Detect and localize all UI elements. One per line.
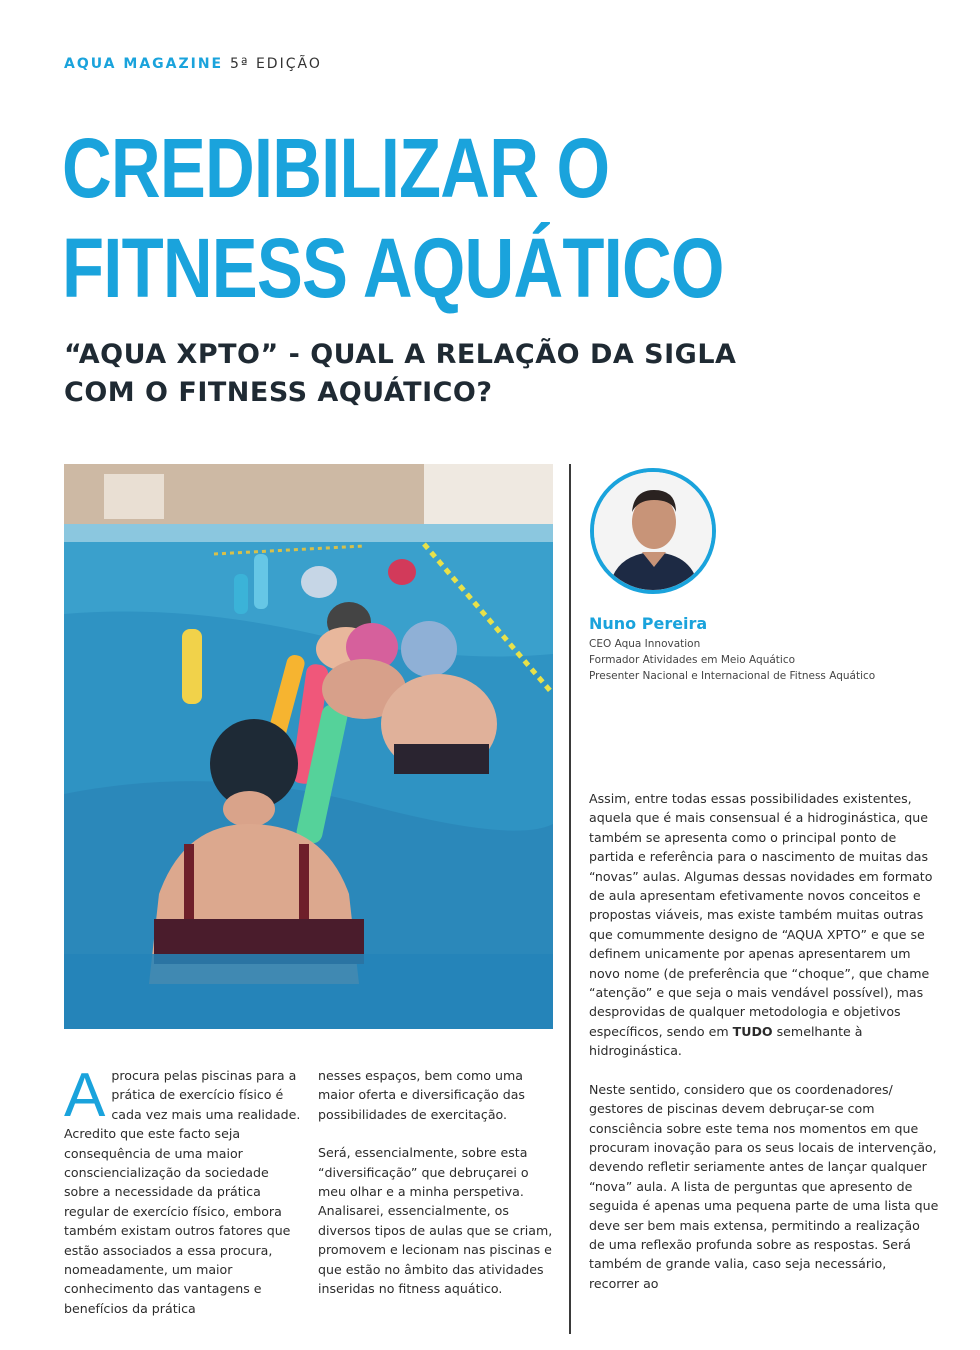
paragraph-text: procura pelas piscinas para a prática de exercício físico é cada vez mais uma realidade. Acredito que este facto seja consequência de uma maior consciencialização da sociedade sobre a necessidade da prática regular de exercício físico, embora também existam outros fatores que estão associados a essa procura, nomeadamente, um maior conhecimento das vantagens e benefícios da prática bbox=[64, 1068, 301, 1316]
author-role: Presenter Nacional e Internacional de Fitness Aquático bbox=[589, 670, 876, 682]
title-line-2: FITNESS AQUÁTICO bbox=[62, 221, 724, 315]
magazine-header bbox=[64, 56, 322, 72]
title-line-1: CREDIBILIZAR O bbox=[62, 121, 610, 215]
article-column-2 bbox=[318, 1066, 554, 1317]
article-column-1 bbox=[64, 1061, 304, 1337]
author-avatar bbox=[590, 468, 716, 594]
article-title bbox=[62, 118, 767, 318]
paragraph: nesses espaços, bem como uma maior oferta e diversificação das possibilidades de exercitação. bbox=[318, 1068, 525, 1122]
edition-label: 5ª EDIÇÃO bbox=[230, 56, 322, 72]
subtitle-line-1: “AQUA XPTO” - QUAL A RELAÇÃO DA SIGLA bbox=[64, 339, 737, 370]
paragraph-text: semelhante à hidroginástica. bbox=[589, 1023, 863, 1059]
column-divider bbox=[569, 464, 571, 1334]
author-roles bbox=[589, 636, 949, 684]
paragraph: Será, essencialmente, sobre esta “diversificação” que debruçarei o meu olhar e a minha perspetiva. Analisarei, essencialmente, os diversos tipos de aulas que se criam, promovem e lecionam nas piscinas e que estão no âmbito das atividades inseridas no fitness aquático. bbox=[318, 1145, 553, 1297]
magazine-name: AQUA MAGAZINE bbox=[64, 56, 224, 72]
pool-photo bbox=[64, 464, 553, 1029]
emphasis-text: TUDO bbox=[732, 1023, 773, 1039]
author-name: Nuno Pereira bbox=[589, 614, 708, 633]
paragraph-text: Assim, entre todas essas possibilidades existentes, aquela que é mais consensual é a hidroginástica, que também se apresenta como o principal ponto de partida e referência para o nascimento de muitas das “novas” aulas. Algumas dessas novidades em formato de aula apresentam efetivamente novos conceitos e propostas viáveis, mas existe também muitas outras que comummente designo de “AQUA XPTO” e que se definem unicamente por apenas apresentarem um novo nome (de preferência que “choque”, que chame “atenção” e que seja o mais vendável possível), mas desprovidas de qualquer metodologia e objetivos específicos, sendo em bbox=[589, 791, 933, 1039]
paragraph bbox=[64, 1061, 304, 1318]
drop-cap: A bbox=[64, 1061, 106, 1130]
article-subtitle bbox=[64, 336, 784, 412]
author-portrait bbox=[594, 472, 712, 590]
paragraph: Neste sentido, considero que os coordenadores/ gestores de piscinas devem debruçar-se com consciência sobre este tema nos momentos em que procuram inovação para os seus locais de intervenção, devendo refletir seriamente antes de lançar qualquer “nova” aula. A lista de perguntas que apresento de seguida é apenas uma pequena parte de uma lista que deve ser bem mais extensa, permitindo a realização de uma reflexão profunda sobre as respostas. Será também de grande valia, caso seja necessário, recorrer ao bbox=[589, 1081, 939, 1291]
pool-photo-illustration bbox=[64, 464, 553, 1029]
author-role: Formador Atividades em Meio Aquático bbox=[589, 654, 796, 666]
subtitle-line-2: COM O FITNESS AQUÁTICO? bbox=[64, 377, 493, 408]
author-role: CEO Aqua Innovation bbox=[589, 638, 701, 650]
paragraph bbox=[589, 789, 939, 1061]
article-column-3 bbox=[589, 789, 939, 1312]
